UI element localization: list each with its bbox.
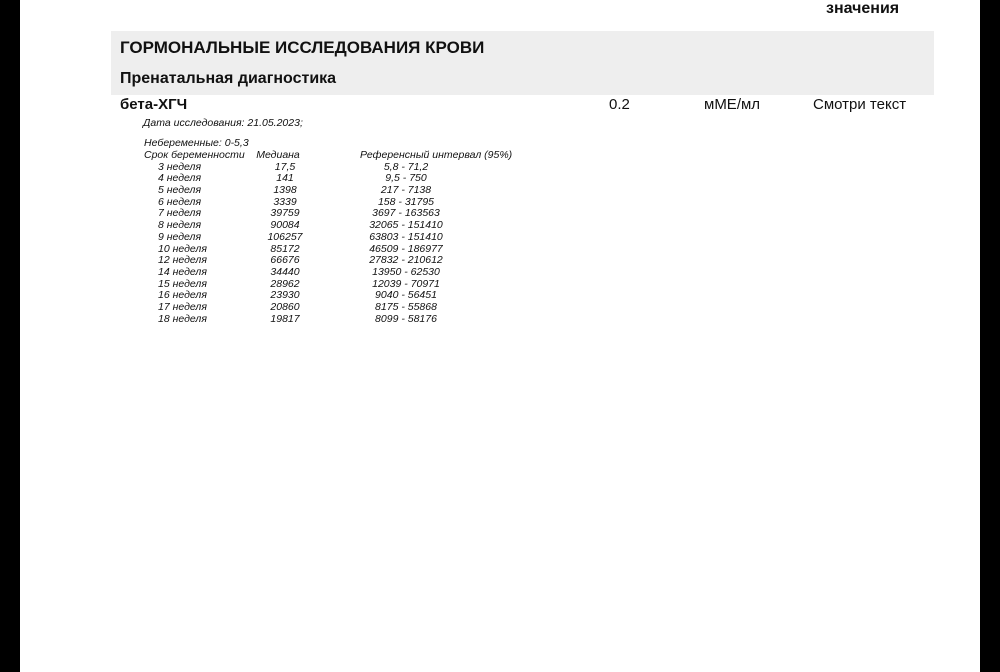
table-cell-interval: 9,5 - 750	[385, 172, 427, 185]
table-cell-term: 5 неделя	[158, 184, 202, 197]
test-value: 0.2	[609, 96, 630, 113]
table-cell-interval: 8099 - 58176	[375, 312, 437, 325]
table-cell-median: 66676	[270, 254, 300, 267]
table-cell-median: 23930	[270, 289, 300, 302]
study-date-note: Дата исследования: 21.05.2023;	[143, 117, 303, 129]
table-cell-term: 12 неделя	[158, 254, 207, 267]
table-cell-term: 16 неделя	[158, 289, 207, 302]
table-cell-interval: 13950 - 62530	[372, 265, 440, 278]
table-cell-median: 19817	[270, 312, 300, 325]
table-cell-median: 1398	[273, 184, 297, 197]
table-cell-term: 17 неделя	[158, 300, 207, 313]
table-cell-median: 20860	[270, 300, 300, 313]
table-cell-median: 39759	[270, 207, 300, 220]
table-cell-median: 28962	[270, 277, 300, 290]
table-cell-interval: 27832 - 210612	[369, 254, 443, 267]
table-cell-term: 15 неделя	[158, 277, 207, 290]
table-cell-interval: 217 - 7138	[380, 184, 432, 197]
table-cell-median: 106257	[267, 230, 303, 243]
table-cell-median: 3339	[273, 195, 297, 208]
table-cell-median: 90084	[270, 219, 300, 232]
table-header-median: Медиана	[256, 149, 300, 161]
table-cell-term: 3 неделя	[158, 160, 202, 173]
section-subtitle: Пренатальная диагностика	[120, 70, 337, 87]
table-cell-term: 8 неделя	[158, 219, 202, 232]
table-cell-interval: 158 - 31795	[377, 195, 435, 208]
table-cell-interval: 3697 - 163563	[372, 207, 440, 220]
test-name: бета-ХГЧ	[120, 96, 188, 113]
table-cell-interval: 32065 - 151410	[369, 219, 443, 232]
table-cell-interval: 63803 - 151410	[369, 230, 443, 243]
table-cell-median: 85172	[270, 242, 300, 255]
table-cell-interval: 5,8 - 71,2	[383, 160, 429, 173]
table-cell-interval: 46509 - 186977	[369, 242, 443, 255]
document-page	[20, 0, 980, 672]
table-cell-interval: 8175 - 55868	[375, 300, 437, 313]
table-cell-term: 14 неделя	[158, 265, 207, 278]
section-title: ГОРМОНАЛЬНЫЕ ИССЛЕДОВАНИЯ КРОВИ	[120, 38, 485, 57]
test-unit: мМЕ/мл	[704, 96, 761, 113]
non-pregnant-note: Небеременные: 0-5,3	[144, 137, 249, 149]
test-reference: Смотри текст	[813, 96, 907, 113]
table-cell-term: 6 неделя	[158, 195, 202, 208]
table-cell-term: 18 неделя	[158, 312, 207, 325]
table-cell-interval: 12039 - 70971	[372, 277, 440, 290]
table-cell-term: 7 неделя	[158, 207, 202, 220]
table-header-interval: Референсный интервал (95%)	[360, 149, 513, 161]
table-header-term: Срок беременности	[144, 149, 245, 161]
table-cell-term: 9 неделя	[158, 230, 202, 243]
column-header-values: значения	[826, 0, 900, 17]
section-header	[111, 31, 934, 95]
table-cell-median: 34440	[270, 265, 300, 278]
table-cell-interval: 9040 - 56451	[375, 289, 437, 302]
table-cell-median: 141	[276, 172, 294, 185]
table-cell-median: 17,5	[274, 160, 296, 173]
table-cell-term: 10 неделя	[158, 242, 207, 255]
table-cell-term: 4 неделя	[158, 172, 202, 185]
